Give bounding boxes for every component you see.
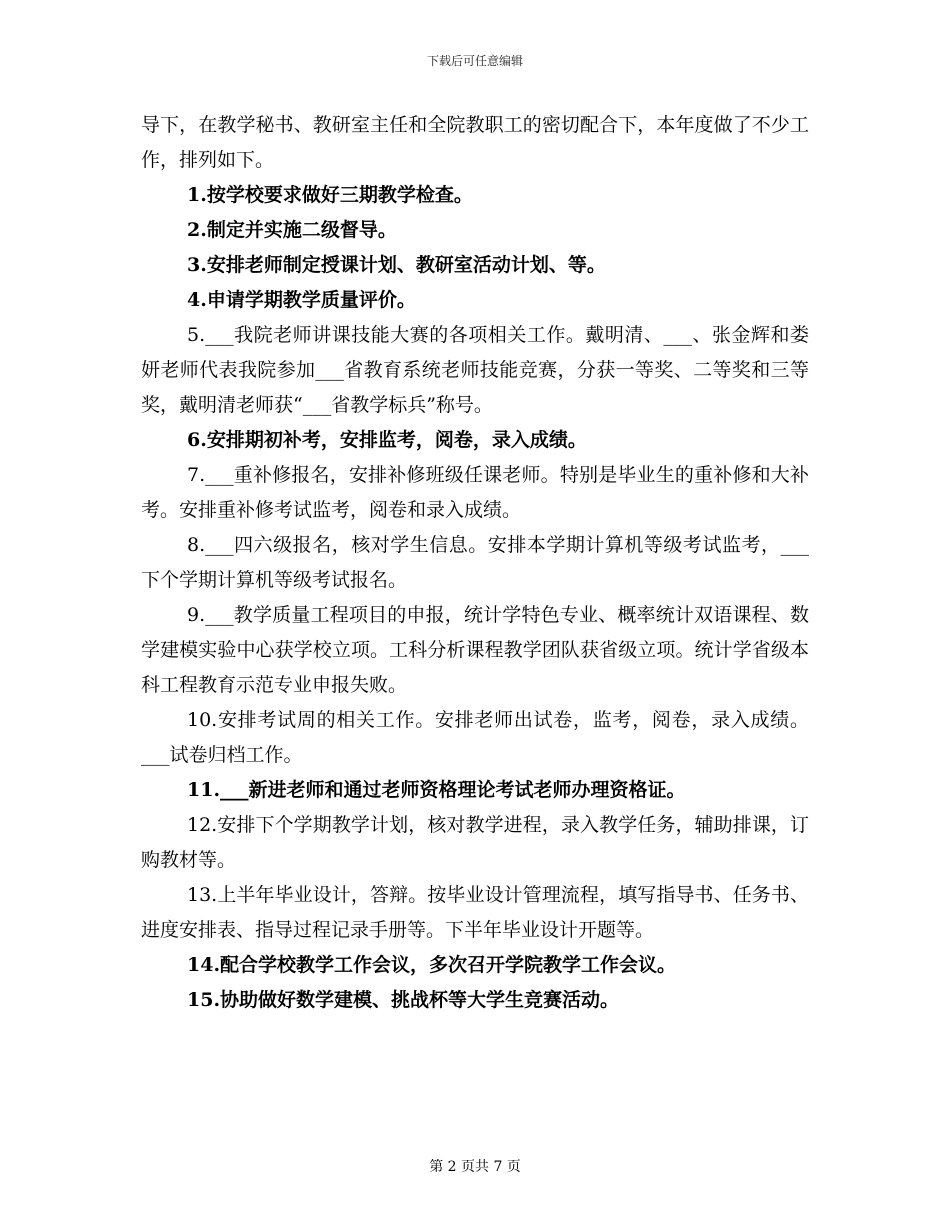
list-item-10: 10.安排考试周的相关工作。安排老师出试卷，监考，阅卷，录入成绩。___试卷归档工作。 <box>141 709 809 766</box>
list-item-9: 9.___教学质量工程项目的申报，统计学特色专业、概率统计双语课程、数学建模实验中心获学校立项。工科分析课程教学团队获省级立项。统计学省级本科工程教育示范专业申报失败。 <box>141 604 809 696</box>
list-item-13: 13.上半年毕业设计，答辩。按毕业设计管理流程，填写指导书、任务书、进度安排表、指导过程记录手册等。下半年毕业设计开题等。 <box>141 884 809 941</box>
list-item-14: 14.配合学校教学工作会议，多次召开学院教学工作会议。 <box>187 954 677 976</box>
paragraph-intro: 导下，在教学秘书、教研室主任和全院教职工的密切配合下，本年度做了不少工作，排列如下。 <box>141 114 809 171</box>
list-item-12: 12.安排下个学期教学计划，核对教学进程，录入教学任务，辅助排课，订购教材等。 <box>141 814 809 871</box>
list-item-5: 5.___我院老师讲课技能大赛的各项相关工作。戴明清、___、张金辉和娄妍老师代表我院参加___省教育系统老师技能竞赛，分获一等奖、二等奖和三等奖，戴明清老师获“___省教学标兵”称号。 <box>141 324 809 416</box>
page-footer: 第 2 页共 7 页 <box>429 1159 521 1175</box>
list-item-11: 11.___新进老师和通过老师资格理论考试老师办理资格证。 <box>187 779 686 801</box>
list-item-2: 2.制定并实施二级督导。 <box>187 219 397 241</box>
page-header: 下载后可任意编辑 <box>426 54 523 68</box>
list-item-15: 15.协助做好数学建模、挑战杯等大学生竞赛活动。 <box>187 989 620 1011</box>
list-item-6: 6.安排期初补考，安排监考，阅卷，录入成绩。 <box>187 429 587 451</box>
list-item-8: 8.___四六级报名，核对学生信息。安排本学期计算机等级考试监考，___下个学期计算机等级考试报名。 <box>141 534 809 591</box>
list-item-7: 7.___重补修报名，安排补修班级任课老师。特别是毕业生的重补修和大补考。安排重补修考试监考，阅卷和录入成绩。 <box>141 464 809 521</box>
list-item-4: 4.申请学期教学质量评价。 <box>187 289 416 311</box>
list-item-1: 1.按学校要求做好三期教学检查。 <box>187 184 473 206</box>
list-item-3: 3.安排老师制定授课计划、教研室活动计划、等。 <box>187 254 606 276</box>
document-body <box>141 108 809 1018</box>
